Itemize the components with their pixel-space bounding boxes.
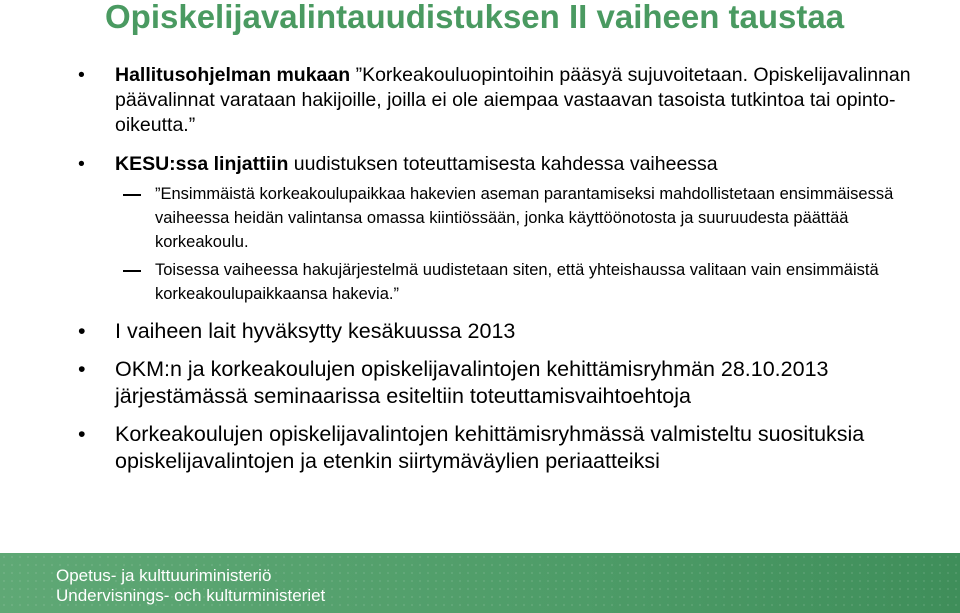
ministry-name	[56, 566, 325, 606]
bullet-text: ”Korkeakouluopintoihin pääsyä sujuvoitetaan. Opiskelijavalinnan päävalinnat varataan hakijoille, joilla ei ole aiempaa vastaavan tasoista tutkintoa tai opinto-oikeutta.”	[115, 64, 911, 136]
sub-bullet-item: ”Ensimmäistä korkeakoulupaikkaa hakevien aseman parantamiseksi mahdollistetaan ensimmäisessä vaiheessa heidän valintansa omassa kiintiössään, jonka käyttöönotosta ja suuruudesta päättää korkeakoulu.	[0, 182, 960, 254]
ministry-name-finnish: Opetus- ja kulttuuriministeriö	[56, 566, 272, 585]
slide-title: Opiskelijavalintauudistuksen II vaiheen taustaa	[105, 0, 845, 35]
ministry-name-swedish: Undervisnings- och kulturministeriet	[56, 586, 326, 605]
bullet-item	[0, 63, 960, 138]
sub-bullet-item: Toisessa vaiheessa hakujärjestelmä uudistetaan siten, että yhteishaussa valitaan vain ensimmäistä korkeakoulupaikkaansa hakevia.”	[0, 258, 960, 306]
bullet-bold-text: KESU:ssa linjattiin	[115, 153, 289, 175]
bullet-item: • I vaiheen lait hyväksytty kesäkuussa 2013	[0, 318, 960, 345]
slide-content	[0, 63, 960, 475]
bullet-bold-text: Hallitusohjelman mukaan	[115, 64, 351, 86]
bullet-text: uudistuksen toteuttamisesta kahdessa vaiheessa	[288, 153, 718, 175]
bullet-item	[0, 152, 960, 177]
bullet-item: • Korkeakoulujen opiskelijavalintojen kehittämisryhmässä valmisteltu suosituksia opiskelijavalintojen ja etenkin siirtymäväylien periaatteiksi	[0, 421, 960, 475]
bullet-item: • OKM:n ja korkeakoulujen opiskelijavalintojen kehittämisryhmän 28.10.2013 järjestämässä seminaarissa esiteltiin toteuttamisvaihtoehtoja	[0, 356, 960, 410]
footer-banner	[0, 553, 960, 613]
